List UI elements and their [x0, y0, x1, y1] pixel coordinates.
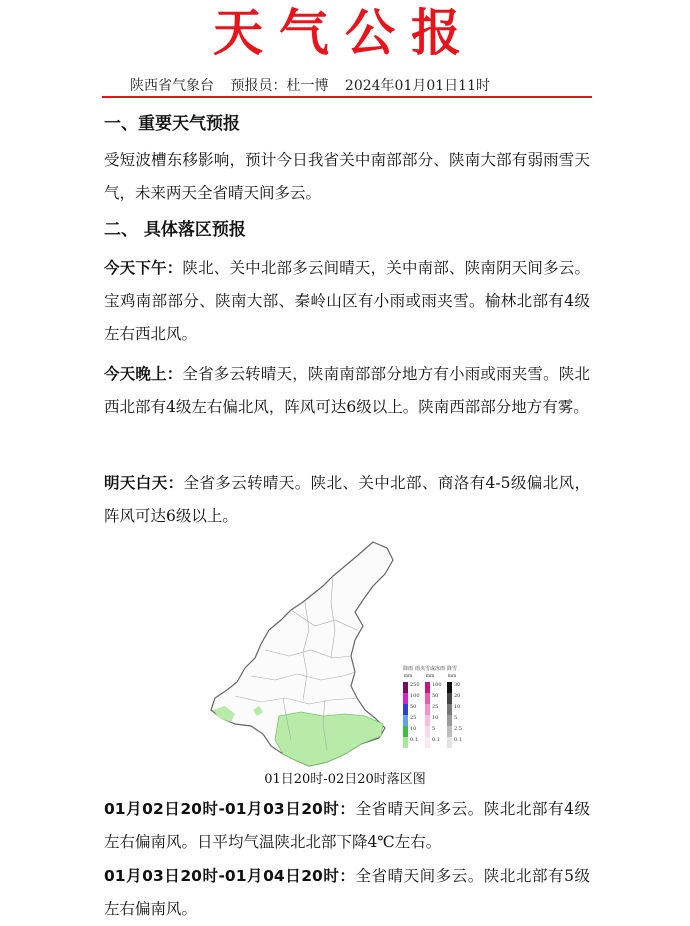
legend-level: 20	[454, 693, 461, 699]
legend-title: 雨夹雪或冻雨	[414, 666, 446, 672]
period-label: 今天下午：	[104, 259, 183, 277]
important-forecast-text: 受短波槽东移影响，预计今日我省关中南部部分、陕南大部有弱雨雪天气，未来两天全省晴天间多云。	[104, 151, 590, 202]
legend-swatch	[425, 682, 430, 693]
legend-swatch	[447, 737, 452, 748]
legend-level: 0.1	[454, 737, 462, 743]
agency-name: 陕西省气象台	[130, 78, 214, 94]
legend-swatch	[447, 682, 452, 693]
precip-area-south	[275, 712, 383, 766]
period-text: 陕北、关中北部多云间晴天，关中南部、陕南阴天间多云。宝鸡南部部分、陕南大部、秦岭山区有小雨或雨夹雪。榆林北部有4级左右西北风。	[104, 259, 590, 343]
legend-level: 2.5	[454, 726, 462, 732]
legend-swatch	[403, 693, 408, 704]
period-text: 全省多云转晴天。陕北、关中北部、商洛有4-5级偏北风，阵风可达6级以上。	[104, 474, 590, 525]
legend-swatch	[403, 682, 408, 693]
legend-level: 50	[432, 693, 439, 699]
legend-level: 10	[410, 726, 417, 732]
legend-title: 降雨	[402, 666, 414, 672]
legend-level: 0.1	[410, 737, 418, 743]
legend-level: 0.1	[432, 737, 440, 743]
legend-level: 100	[432, 682, 442, 688]
legend-swatch	[447, 715, 452, 726]
legend-swatch	[425, 737, 430, 748]
section-heading-important: 一、重要天气预报	[104, 114, 240, 134]
legend-swatch	[447, 704, 452, 715]
legend-swatch	[403, 715, 408, 726]
legend-level: 25	[432, 704, 439, 710]
legend-level: 10	[454, 704, 461, 710]
extended-period-2	[104, 860, 590, 926]
legend-sleet	[415, 665, 445, 748]
legend-swatch	[425, 726, 430, 737]
shaanxi-map-figure	[205, 540, 475, 770]
legend-title: 降雪	[446, 666, 458, 672]
legend-level: 100	[410, 693, 420, 699]
precipitation-area-map	[205, 540, 475, 770]
header-divider	[102, 96, 592, 98]
legend-swatch	[425, 704, 430, 715]
extended-period-1	[104, 793, 590, 859]
map-caption: 01日20时-02日20时落区图	[264, 772, 426, 787]
period-text: 全省晴天间多云。陕北北部有5级左右偏南风。	[104, 867, 590, 918]
bulletin-title: 天气公报	[213, 4, 477, 62]
legend-level: 30	[454, 682, 461, 688]
period-text: 全省多云转晴天，陕南南部部分地方有小雨或雨夹雪。陕北西北部有4级左右偏北风，阵风可达6级以上。陕南西部部分地方有雾。	[104, 365, 590, 416]
legend-swatch	[447, 693, 452, 704]
period-afternoon	[104, 252, 590, 351]
legend-swatch	[403, 726, 408, 737]
legend-swatch	[425, 715, 430, 726]
legend-rain	[403, 665, 420, 748]
period-evening	[104, 358, 590, 424]
legend-unit: mm	[447, 674, 457, 679]
legend-level: 10	[432, 715, 439, 721]
legend-swatch	[425, 693, 430, 704]
forecaster-name: 预报员：杜一博	[230, 78, 329, 94]
legend-level: 5	[454, 715, 458, 721]
period-label: 01月02日20时-01月03日20时：	[104, 800, 356, 818]
period-label: 明天白天：	[104, 474, 184, 492]
legend-swatch	[403, 704, 408, 715]
legend-unit: mm	[403, 674, 413, 679]
legend-snow	[447, 665, 462, 748]
legend-swatch	[447, 726, 452, 737]
issue-time: 2024年01月01日11时	[344, 78, 490, 94]
legend-level: 5	[432, 726, 436, 732]
section-heading-area: 二、 具体落区预报	[104, 220, 246, 240]
legend-level: 25	[410, 715, 417, 721]
bulletin-meta	[102, 76, 592, 96]
legend-swatch	[403, 737, 408, 748]
period-label: 01月03日20时-01月04日20时：	[104, 867, 356, 885]
period-tomorrow	[104, 467, 590, 533]
period-label: 今天晚上：	[104, 365, 183, 383]
legend-level: 250	[410, 682, 420, 688]
legend-level: 50	[410, 704, 417, 710]
legend-unit: mm	[425, 674, 435, 679]
period-text: 全省晴天间多云。陕北北部有4级左右偏南风。日平均气温陕北北部下降4℃左右。	[104, 800, 590, 851]
